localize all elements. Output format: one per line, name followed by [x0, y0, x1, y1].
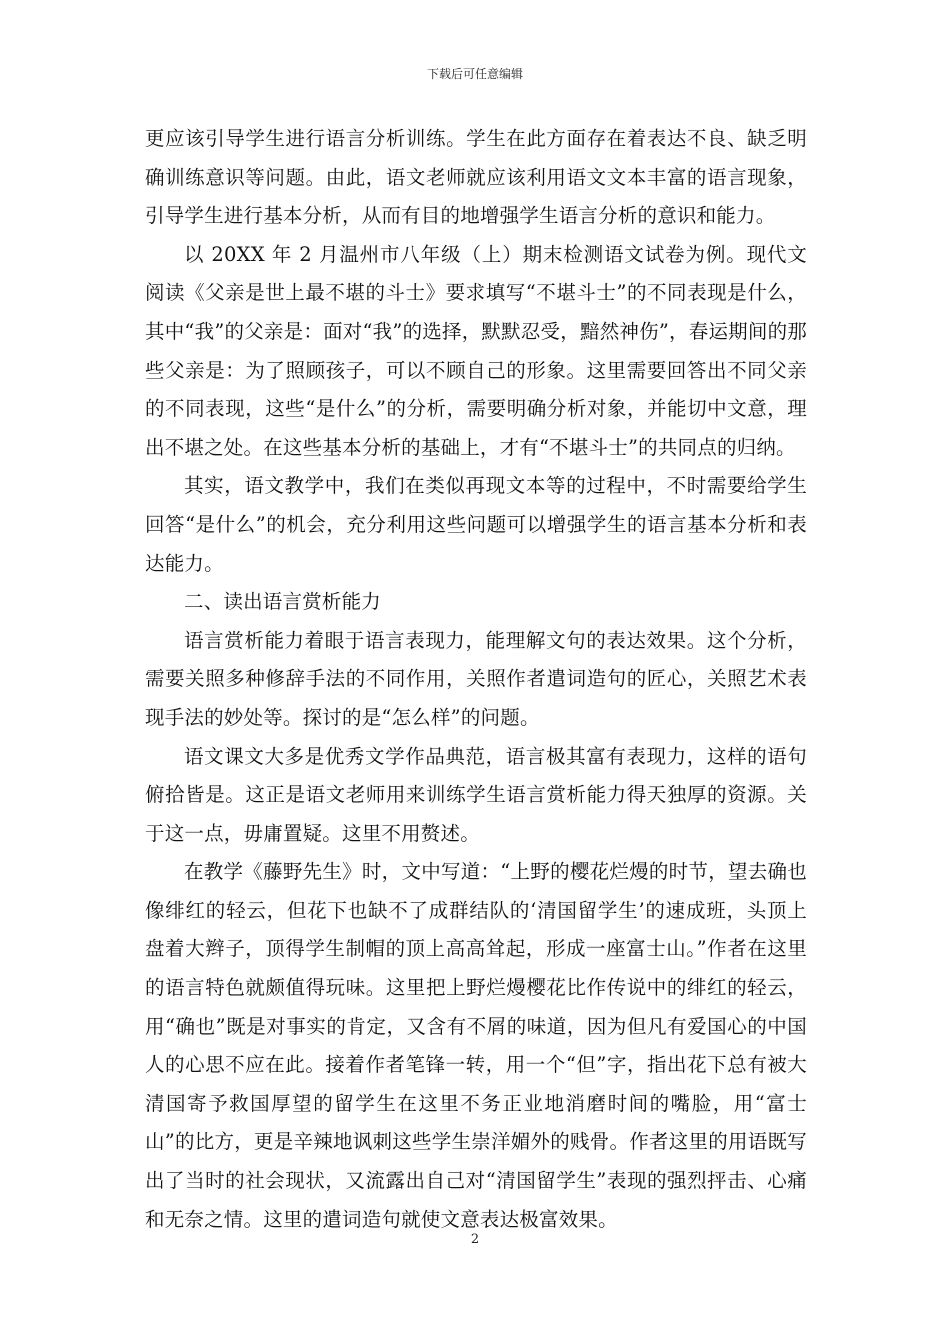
- paragraph: 以 20XX 年 2 月温州市八年级（上）期末检测语文试卷为例。现代文阅读《父亲是世上最不堪的斗士》要求填写“不堪斗士”的不同表现是什么，其中“我”的父亲是：面对“我”的选择，默默忍受，黯然神伤”，春运期间的那些父亲是：为了照顾孩子，可以不顾自己的形象。这里需要回答出不同父亲的不同表现，这些“是什么”的分析，需要明确分析对象，并能切中文意，理出不堪之处。在这些基本分析的基础上，才有“不堪斗士”的共同点的归纳。: [145, 242, 807, 459]
- paragraph: 语文课文大多是优秀文学作品典范，语言极其富有表现力，这样的语句俯拾皆是。这正是语文老师用来训练学生语言赏析能力得天独厚的资源。关于这一点，毋庸置疑。这里不用赘述。: [145, 744, 807, 845]
- paragraph: 更应该引导学生进行语言分析训练。学生在此方面存在着表达不良、缺乏明确训练意识等问题。由此，语文老师就应该利用语文文本丰富的语言现象，引导学生进行基本分析，从而有目的地增强学生语言分析的意识和能力。: [145, 127, 807, 228]
- page-header: 下载后可任意编辑: [426, 67, 523, 81]
- section-heading: 二、读出语言赏析能力: [184, 590, 382, 614]
- document-body: [145, 120, 807, 1239]
- paragraph: 语言赏析能力着眼于语言表现力，能理解文句的表达效果。这个分析，需要关照多种修辞手法的不同作用，关照作者遣词造句的匠心，关照艺术表现手法的妙处等。探讨的是“怎么样”的问题。: [145, 628, 807, 729]
- paragraph: 其实，语文教学中，我们在类似再现文本等的过程中，不时需要给学生回答“是什么”的机会，充分利用这些问题可以增强学生的语言基本分析和表达能力。: [145, 474, 807, 575]
- page-number: 2: [470, 1232, 480, 1247]
- paragraph: 在教学《藤野先生》时，文中写道：“上野的樱花烂熳的时节，望去确也像绯红的轻云，但花下也缺不了成群结队的‘清国留学生’的速成班，头顶上盘着大辫子，顶得学生制帽的顶上高高耸起，形成一座富士山。”作者在这里的语言特色就颇值得玩味。这里把上野烂熳樱花比作传说中的绯红的轻云，用“确也”既是对事实的肯定，又含有不屑的味道，因为但凡有爱国心的中国人的心思不应在此。接着作者笔锋一转，用一个“但”字，指出花下总有被大清国寄予救国厚望的留学生在这里不务正业地消磨时间的嘴脸，用“富士山”的比方，更是辛辣地讽刺这些学生崇洋媚外的贱骨。作者这里的用语既写出了当时的社会现状，又流露出自己对“清国留学生”表现的强烈抨击、心痛和无奈之情。这里的遣词造句就使文意表达极富效果。: [145, 860, 807, 1231]
